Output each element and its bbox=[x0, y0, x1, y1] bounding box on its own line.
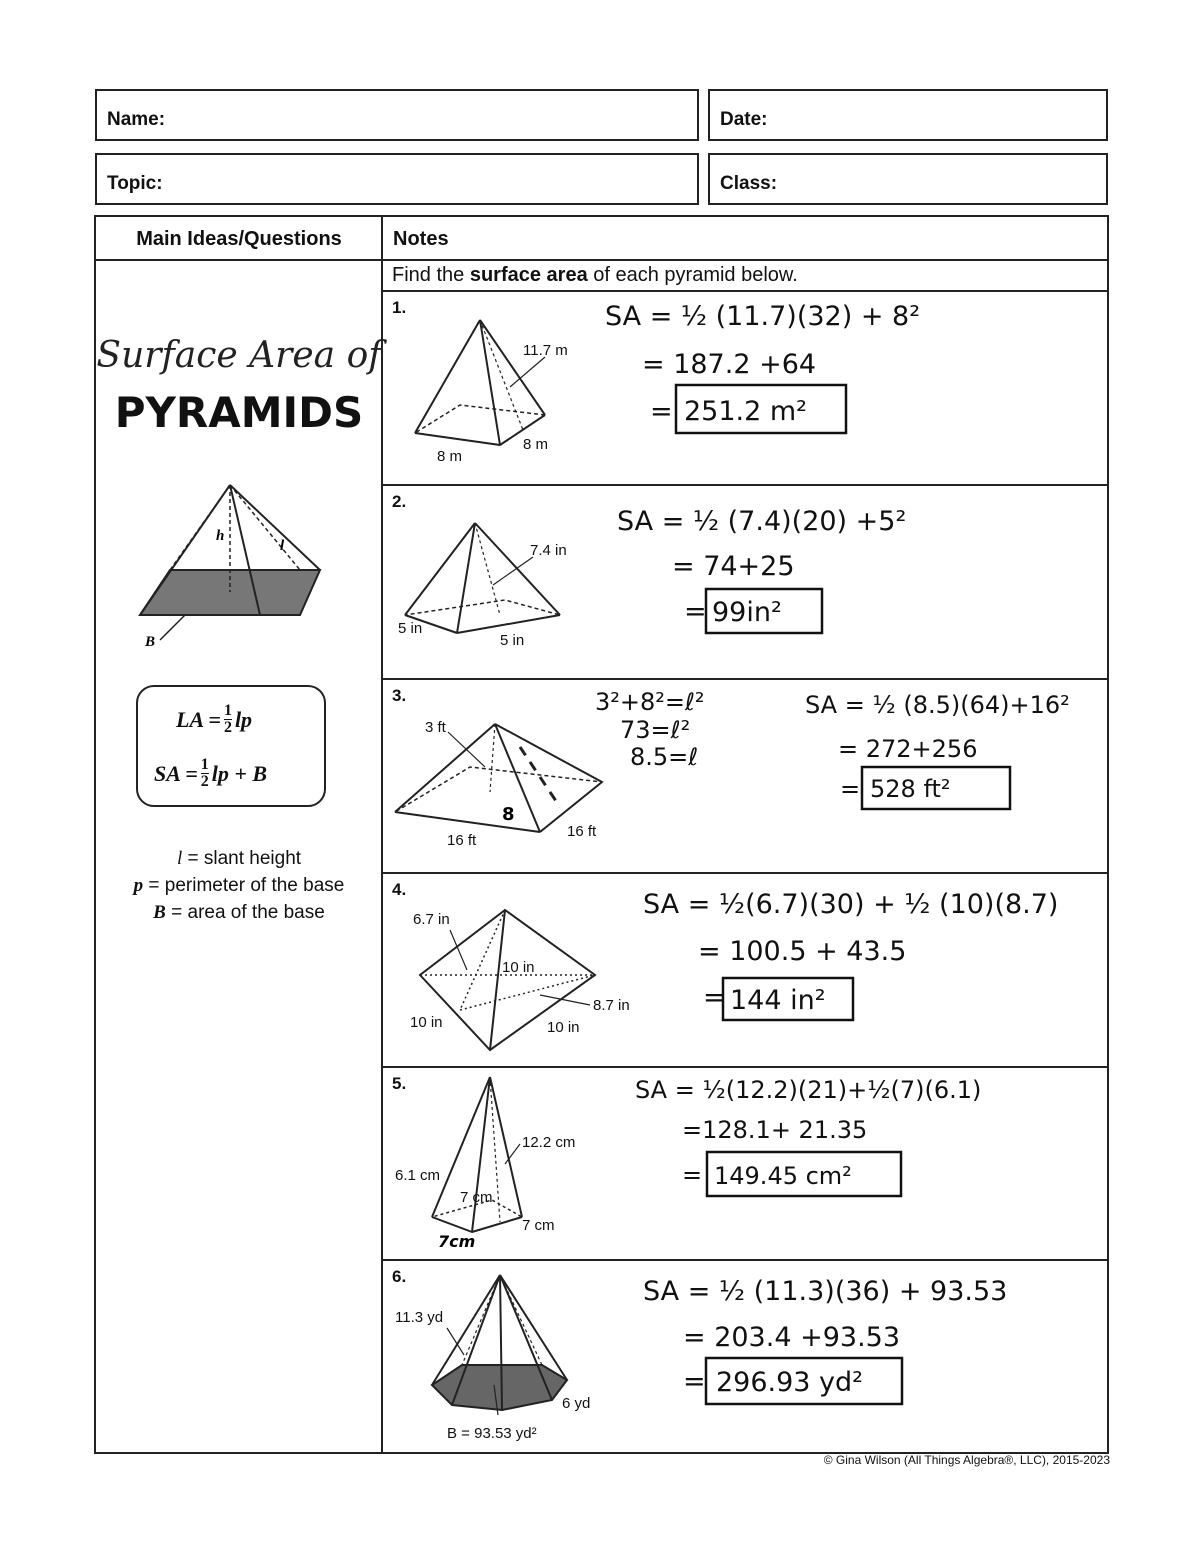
svg-text:SA = ½ (7.4)(20) +5²: SA = ½ (7.4)(20) +5² bbox=[617, 506, 907, 537]
topic-label: Topic: bbox=[107, 173, 163, 194]
instruction-divider bbox=[381, 290, 1109, 292]
svg-text:=: = bbox=[683, 1366, 706, 1397]
page-title: PYRAMIDS bbox=[114, 388, 364, 437]
class-label: Class: bbox=[720, 173, 778, 194]
formula-box bbox=[136, 685, 326, 807]
problem-divider bbox=[381, 1066, 1109, 1068]
svg-text:= 187.2 +64: = 187.2 +64 bbox=[642, 349, 817, 380]
legend-item: l = slant height bbox=[176, 848, 302, 869]
answer: 144 in² bbox=[730, 985, 826, 1016]
svg-text:12.2 cm: 12.2 cm bbox=[522, 1134, 576, 1151]
problem-6-pyramid bbox=[392, 1270, 612, 1445]
name-field[interactable] bbox=[95, 89, 699, 141]
svg-text:6.7 in: 6.7 in bbox=[413, 911, 450, 928]
problem-number: 4. bbox=[392, 880, 407, 899]
svg-text:=: = bbox=[650, 396, 673, 427]
svg-text:= 100.5 + 43.5: = 100.5 + 43.5 bbox=[698, 936, 907, 967]
svg-text:8.5=ℓ: 8.5=ℓ bbox=[630, 743, 699, 771]
svg-text:7 cm: 7 cm bbox=[460, 1189, 493, 1206]
problem-4-work bbox=[638, 878, 1078, 1028]
variable-legend bbox=[96, 845, 382, 926]
problem-1-pyramid bbox=[405, 315, 605, 465]
svg-text:10 in: 10 in bbox=[547, 1019, 580, 1036]
svg-text:73=ℓ²: 73=ℓ² bbox=[620, 716, 691, 744]
problem-number: 6. bbox=[392, 1267, 407, 1286]
problem-5-pyramid bbox=[392, 1072, 602, 1257]
svg-text:7 cm: 7 cm bbox=[522, 1217, 555, 1234]
problem-2-work bbox=[612, 495, 932, 645]
header-row-divider bbox=[94, 259, 1109, 261]
svg-text:10 in: 10 in bbox=[502, 959, 535, 976]
pyramid-reference-diagram bbox=[130, 480, 340, 655]
svg-text:10 in: 10 in bbox=[410, 1014, 443, 1031]
problem-number: 1. bbox=[392, 298, 407, 317]
svg-text:= 74+25: = 74+25 bbox=[672, 551, 795, 582]
svg-text:11.3 yd: 11.3 yd bbox=[395, 1309, 444, 1326]
la-formula: LA = $\frac{1}{2}$ lp bbox=[176, 702, 253, 736]
problem-3-pyramid bbox=[390, 712, 610, 852]
svg-text:16 ft: 16 ft bbox=[447, 832, 477, 849]
problem-number: 2. bbox=[392, 492, 407, 511]
answer: 149.45 cm² bbox=[714, 1162, 852, 1190]
answer: 99in² bbox=[712, 597, 782, 628]
class-field[interactable] bbox=[708, 153, 1108, 205]
date-field[interactable] bbox=[708, 89, 1108, 141]
problem-1-work bbox=[600, 295, 930, 445]
column-header-main-ideas: Main Ideas/Questions bbox=[136, 228, 342, 250]
date-label: Date: bbox=[720, 109, 768, 130]
problem-divider bbox=[381, 1259, 1109, 1261]
problem-number: 5. bbox=[392, 1074, 407, 1093]
title-script: Surface Area of bbox=[96, 335, 382, 376]
svg-text:=: = bbox=[703, 982, 726, 1013]
svg-text:=128.1+ 21.35: =128.1+ 21.35 bbox=[682, 1116, 868, 1144]
topic-field[interactable] bbox=[95, 153, 699, 205]
svg-text:3²+8²=ℓ²: 3²+8²=ℓ² bbox=[595, 688, 705, 716]
problem-4-pyramid bbox=[405, 900, 645, 1055]
answer: 251.2 m² bbox=[684, 396, 808, 427]
svg-text:= 272+256: = 272+256 bbox=[838, 735, 978, 763]
svg-text:8: 8 bbox=[502, 804, 515, 825]
answer: 296.93 yd² bbox=[716, 1367, 863, 1398]
svg-text:SA = ½(6.7)(30) + ½ (10)(8.7): SA = ½(6.7)(30) + ½ (10)(8.7) bbox=[643, 889, 1059, 920]
b-label: B bbox=[145, 634, 156, 650]
copyright-footer: © Gina Wilson (All Things Algebra®, LLC), 2015-2023 bbox=[823, 1453, 1110, 1467]
instructions: Find the surface area of each pyramid below. bbox=[392, 264, 798, 286]
slant-label: 11.7 m bbox=[523, 342, 568, 359]
legend-item: B = area of the base bbox=[153, 902, 325, 923]
svg-text:16 ft: 16 ft bbox=[567, 823, 597, 840]
svg-text:SA = ½ (11.3)(36) + 93.53: SA = ½ (11.3)(36) + 93.53 bbox=[643, 1276, 1008, 1307]
problem-3-work bbox=[800, 685, 1105, 820]
svg-text:5 in: 5 in bbox=[398, 620, 423, 637]
problem-2-pyramid bbox=[395, 515, 595, 650]
svg-text:7cm: 7cm bbox=[438, 1232, 476, 1251]
problem-5-work bbox=[630, 1070, 1050, 1205]
base-label: 8 m bbox=[523, 436, 549, 453]
legend-item: p = perimeter of the base bbox=[133, 875, 345, 896]
problem-6-work bbox=[638, 1268, 1038, 1418]
problem-3-side-work bbox=[590, 685, 770, 785]
problem-divider bbox=[381, 484, 1109, 486]
svg-text:SA = ½ (11.7)(32) + 8²: SA = ½ (11.7)(32) + 8² bbox=[605, 301, 921, 332]
svg-text:6 yd: 6 yd bbox=[562, 1395, 591, 1412]
base-label: 8 m bbox=[437, 448, 463, 465]
problem-divider bbox=[381, 872, 1109, 874]
name-label: Name: bbox=[107, 109, 166, 130]
problem-divider bbox=[381, 678, 1109, 680]
column-header-notes: Notes bbox=[393, 228, 449, 250]
svg-text:= 203.4 +93.53: = 203.4 +93.53 bbox=[683, 1322, 901, 1353]
sa-formula: SA = $\frac{1}{2}$ lp + B bbox=[154, 756, 268, 790]
svg-text:6.1 cm: 6.1 cm bbox=[395, 1167, 441, 1184]
problem-number: 3. bbox=[392, 686, 407, 705]
base-area-label: B = 93.53 yd² bbox=[447, 1425, 537, 1442]
l-label: l bbox=[280, 538, 285, 554]
svg-text:=: = bbox=[684, 596, 707, 627]
svg-text:=: = bbox=[840, 775, 861, 803]
h-label: h bbox=[216, 528, 225, 544]
svg-text:8.7 in: 8.7 in bbox=[593, 997, 630, 1014]
svg-text:3 ft: 3 ft bbox=[425, 719, 446, 736]
svg-text:7.4 in: 7.4 in bbox=[530, 542, 567, 559]
svg-text:SA = ½ (8.5)(64)+16²: SA = ½ (8.5)(64)+16² bbox=[805, 691, 1070, 719]
svg-text:=: = bbox=[682, 1161, 703, 1189]
answer: 528 ft² bbox=[870, 775, 951, 803]
svg-text:5 in: 5 in bbox=[500, 632, 525, 649]
svg-text:SA = ½(12.2)(21)+½(7)(6.1): SA = ½(12.2)(21)+½(7)(6.1) bbox=[635, 1076, 982, 1104]
